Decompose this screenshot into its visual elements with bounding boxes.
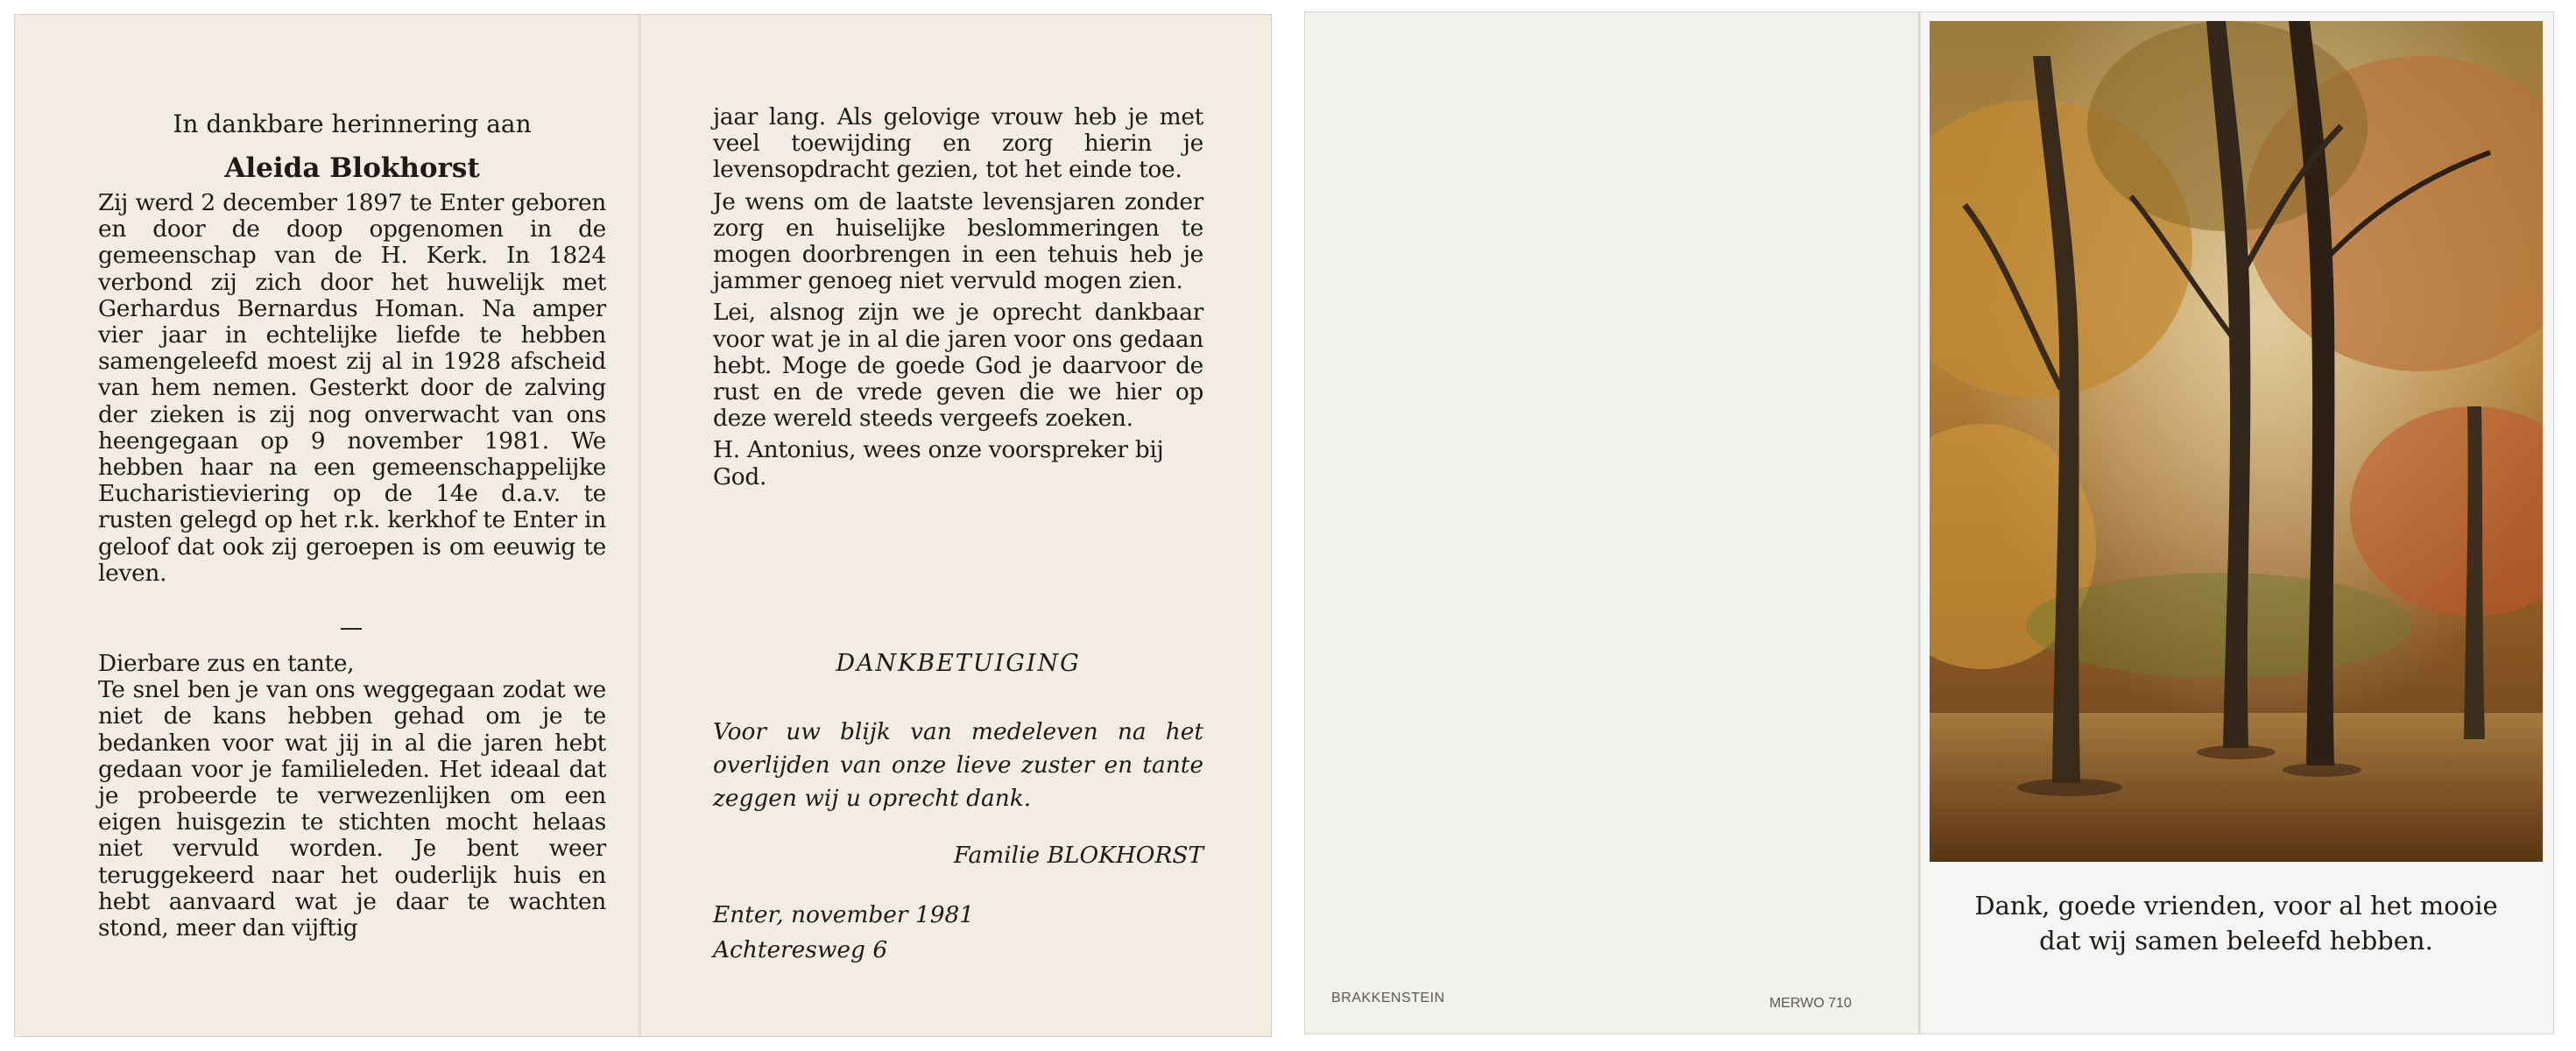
- quote-line: Dank, goede vrienden, voor al het mooie: [1974, 891, 2498, 921]
- section-divider: [341, 628, 362, 630]
- quote-line: dat wij samen beleefd hebben.: [2039, 926, 2433, 956]
- letter-continued-paragraph: jaar lang. Als gelovige vrouw heb je met veel toewijding en zorg hierin je levensopdracht gezien, tot het einde toe.: [713, 103, 1203, 184]
- printer-brand: BRAKKENSTEIN: [1331, 991, 1445, 1005]
- letter-continued: [713, 104, 1203, 496]
- biography-text: [98, 190, 606, 587]
- autumn-forest-photo: [1930, 21, 2543, 862]
- memorial-card-outside: [1305, 12, 2553, 1033]
- back-cover: [1305, 12, 1918, 1033]
- deceased-name: Aleida Blokhorst: [224, 152, 480, 184]
- place-and-address: [713, 898, 1203, 968]
- family-signature: Familie BLOKHORST: [953, 842, 1203, 869]
- memorial-page-right: [641, 15, 1271, 1036]
- prayer-line: H. Antonius, wees onze voorspreker bij God.: [713, 436, 1164, 490]
- product-code: MERWO 710: [1769, 996, 1852, 1011]
- front-cover: [1921, 12, 2553, 1033]
- letter-salutation: Dierbare zus en tante,: [98, 650, 355, 677]
- autumn-forest-image: [1930, 21, 2543, 862]
- front-quote: [1930, 888, 2543, 958]
- memorial-card-inside: [15, 15, 1271, 1036]
- thanks-body: Voor uw blijk van medeleven na het overlijden van onze lieve zuster en tante zeggen wij u oprecht dank.: [713, 718, 1203, 812]
- address: Achteresweg 6: [713, 936, 888, 963]
- letter-continued-paragraph: Lei, alsnog zijn we je oprecht dankbaar voor wat je in al die jaren voor ons gedaan hebt. Moge de goede God je daarvoor de rust en de vrede geven die we hier op deze wereld steeds vergeefs zoeken.: [713, 299, 1203, 433]
- letter-continued-paragraph: Je wens om de laatste levensjaren zonder zorg en huiselijke beslommeringen te mogen doorbrengen in een tehuis heb je jammer genoeg niet vervuld mogen zien.: [713, 187, 1203, 295]
- letter-paragraph: Te snel ben je van ons weggegaan zodat we niet de kans hebben gehad om je te bedanken voor wat jij in al die jaren hebt gedaan voor je familieleden. Het ideaal dat je probeerde te verwezenlijken om een eigen huisgezin te stichten mocht helaas niet vervuld worden. Je bent weer teruggekeerd naar het ouderlijk huis en hebt aanvaard wat je daar te wachten stond, meer dan vijftig: [98, 676, 606, 942]
- letter-text: [98, 651, 606, 942]
- memorial-intro: In dankbare herinnering aan: [173, 109, 532, 138]
- memorial-page-left: [15, 15, 639, 1036]
- place-date: Enter, november 1981: [713, 901, 975, 928]
- thanks-heading: DANKBETUIGING: [836, 650, 1081, 677]
- biography-paragraph: Zij werd 2 december 1897 te Enter geboren en door de doop opgenomen in de gemeenschap van de H. Kerk. In 1824 verbond zij zich door het huwelijk met Gerhardus Bernardus Homan. Na amper vier jaar in echtelijke liefde te hebben samengeleefd moest zij al in 1928 afscheid van hem nemen. Gesterkt door de zalving der zieken is zij nog onverwacht van ons heengegaan op 9 november 1981. We hebben haar na een gemeenschappelijke Eucharistieviering op de 14e d.a.v. te rusten gelegd op het r.k. kerkhof te Enter in geloof dat ook zij geroepen is om eeuwig te leven.: [98, 189, 606, 587]
